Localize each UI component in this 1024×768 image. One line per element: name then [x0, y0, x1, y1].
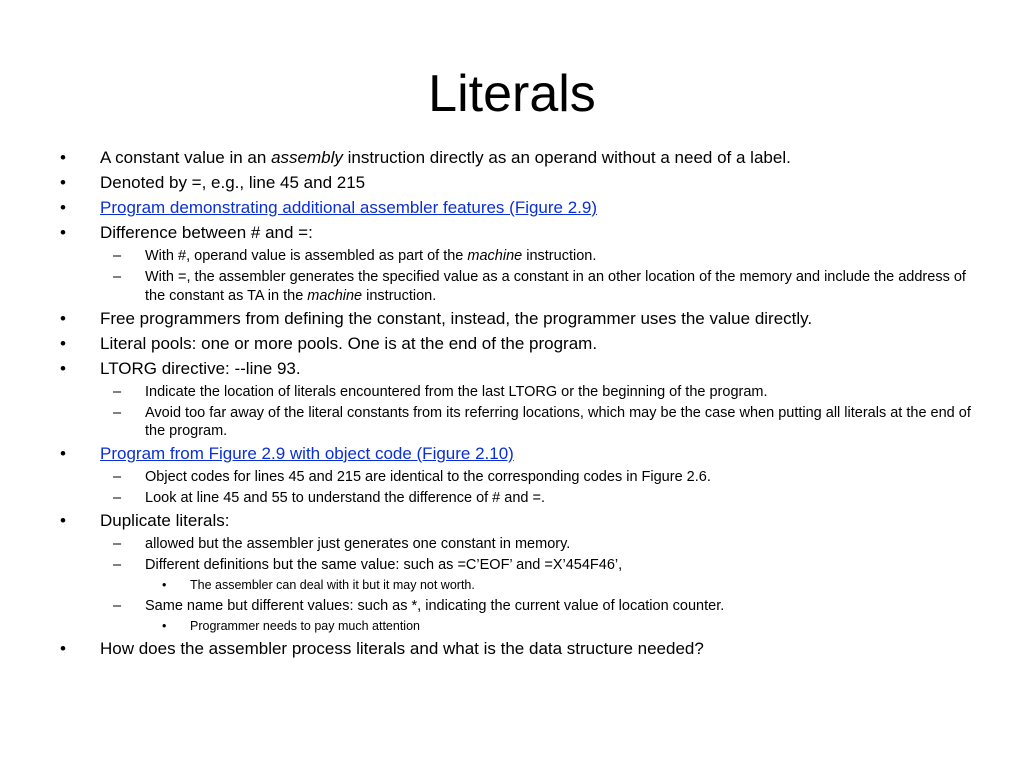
sub-bullet-text: [145, 269, 966, 304]
bullet-text-part: instruction directly as an operand without a need of a label.: [342, 148, 791, 167]
bullet-text-part: instruction.: [522, 248, 597, 264]
dash-icon: –: [113, 490, 122, 506]
sub-bullet-text: [145, 248, 596, 264]
bullet-item: [60, 308, 980, 330]
sub-bullet-text: Object codes for lines 45 and 215 are identical to the corresponding codes in Figure 2.6.: [145, 469, 711, 485]
sub-bullet-item: [60, 404, 980, 441]
bullet-dot-icon: •: [60, 511, 66, 530]
bullet-dot-icon: •: [60, 308, 66, 328]
sub-bullet-text: Same name but different values: such as *, indicating the current value of location counter.: [145, 598, 725, 614]
bullet-text: Denoted by =, e.g., line 45 and 215: [100, 173, 366, 192]
dash-icon: –: [113, 404, 122, 421]
bullet-dot-icon: •: [60, 198, 66, 217]
dash-icon: –: [113, 383, 122, 400]
sub-sub-bullet-item: [60, 618, 980, 635]
sub-bullet-item: [60, 489, 980, 508]
sub-bullet-text: Look at line 45 and 55 to understand the difference of # and =.: [145, 490, 545, 506]
bullet-item: [60, 358, 980, 380]
bullet-item: [60, 172, 980, 194]
bullet-item: [60, 333, 980, 355]
bullet-list: [60, 147, 980, 660]
bullet-text-part: A constant value in an: [100, 148, 272, 167]
figure-2-10-link[interactable]: Program from Figure 2.9 with object code (Figure 2.10): [100, 444, 514, 463]
sub-bullet-item: [60, 597, 980, 616]
bullet-item: [60, 147, 980, 169]
bullet-text: Literal pools: one or more pools. One is at the end of the program.: [100, 333, 598, 353]
slide-title: Literals: [428, 65, 596, 123]
sub-bullet-item: [60, 247, 980, 266]
sub-bullet-item: [60, 383, 980, 402]
bullet-text-part: With =, the assembler generates the specified value as a constant in an other location of the memory and include the address of the constant as TA in the: [145, 269, 966, 304]
dash-icon: –: [113, 536, 122, 552]
bullet-text: Duplicate literals:: [100, 511, 230, 530]
bullet-dot-icon: •: [60, 173, 66, 192]
sub-sub-bullet-item: [60, 577, 980, 594]
bullet-dot-icon: •: [60, 639, 66, 658]
bullet-item: [60, 197, 980, 219]
emphasis-text: machine: [307, 287, 363, 304]
bullet-item: [60, 443, 980, 465]
bullet-item: [60, 510, 980, 532]
bullet-text: How does the assembler process literals and what is the data structure needed?: [100, 639, 704, 658]
bullet-text: Difference between # and =:: [100, 223, 313, 242]
bullet-dot-icon: •: [60, 223, 66, 242]
sub-bullet-text: Avoid too far away of the literal constants from its referring locations, which may be the case when putting all literals at the end of the program.: [145, 404, 971, 439]
sub-bullet-item: [60, 535, 980, 554]
sub-bullet-item: [60, 268, 980, 305]
bullet-text: [100, 148, 791, 167]
sub-sub-bullet-text: Programmer needs to pay much attention: [190, 619, 420, 633]
slide-content: [60, 147, 980, 663]
sub-bullet-text: allowed but the assembler just generates one constant in memory.: [145, 536, 571, 552]
bullet-dot-icon: •: [162, 578, 167, 592]
bullet-item: [60, 222, 980, 244]
bullet-dot-icon: •: [60, 148, 66, 167]
sub-bullet-item: [60, 468, 980, 487]
bullet-item: [60, 638, 980, 660]
bullet-dot-icon: •: [60, 444, 66, 463]
dash-icon: –: [113, 469, 122, 485]
dash-icon: –: [113, 248, 122, 264]
emphasis-text: machine: [467, 248, 523, 264]
bullet-text: Free programmers from defining the constant, instead, the programmer uses the value directly.: [100, 308, 813, 328]
bullet-dot-icon: •: [60, 333, 66, 353]
dash-icon: –: [113, 598, 122, 614]
sub-sub-bullet-text: The assembler can deal with it but it may not worth.: [190, 578, 475, 592]
dash-icon: –: [113, 557, 122, 573]
bullet-dot-icon: •: [162, 619, 167, 633]
bullet-text-part: With #, operand value is assembled as part of the: [145, 248, 468, 264]
sub-bullet-text: Indicate the location of literals encountered from the last LTORG or the beginning of the program.: [145, 383, 768, 400]
emphasis-text: assembly: [271, 148, 343, 167]
sub-bullet-text: Different definitions but the same value: such as =C’EOF’ and =X’454F46’,: [145, 557, 623, 573]
bullet-text: LTORG directive: --line 93.: [100, 358, 301, 378]
bullet-text-part: instruction.: [362, 287, 437, 304]
sub-bullet-item: [60, 556, 980, 575]
figure-2-9-link[interactable]: Program demonstrating additional assembler features (Figure 2.9): [100, 198, 598, 217]
bullet-dot-icon: •: [60, 358, 66, 378]
dash-icon: –: [113, 269, 122, 285]
